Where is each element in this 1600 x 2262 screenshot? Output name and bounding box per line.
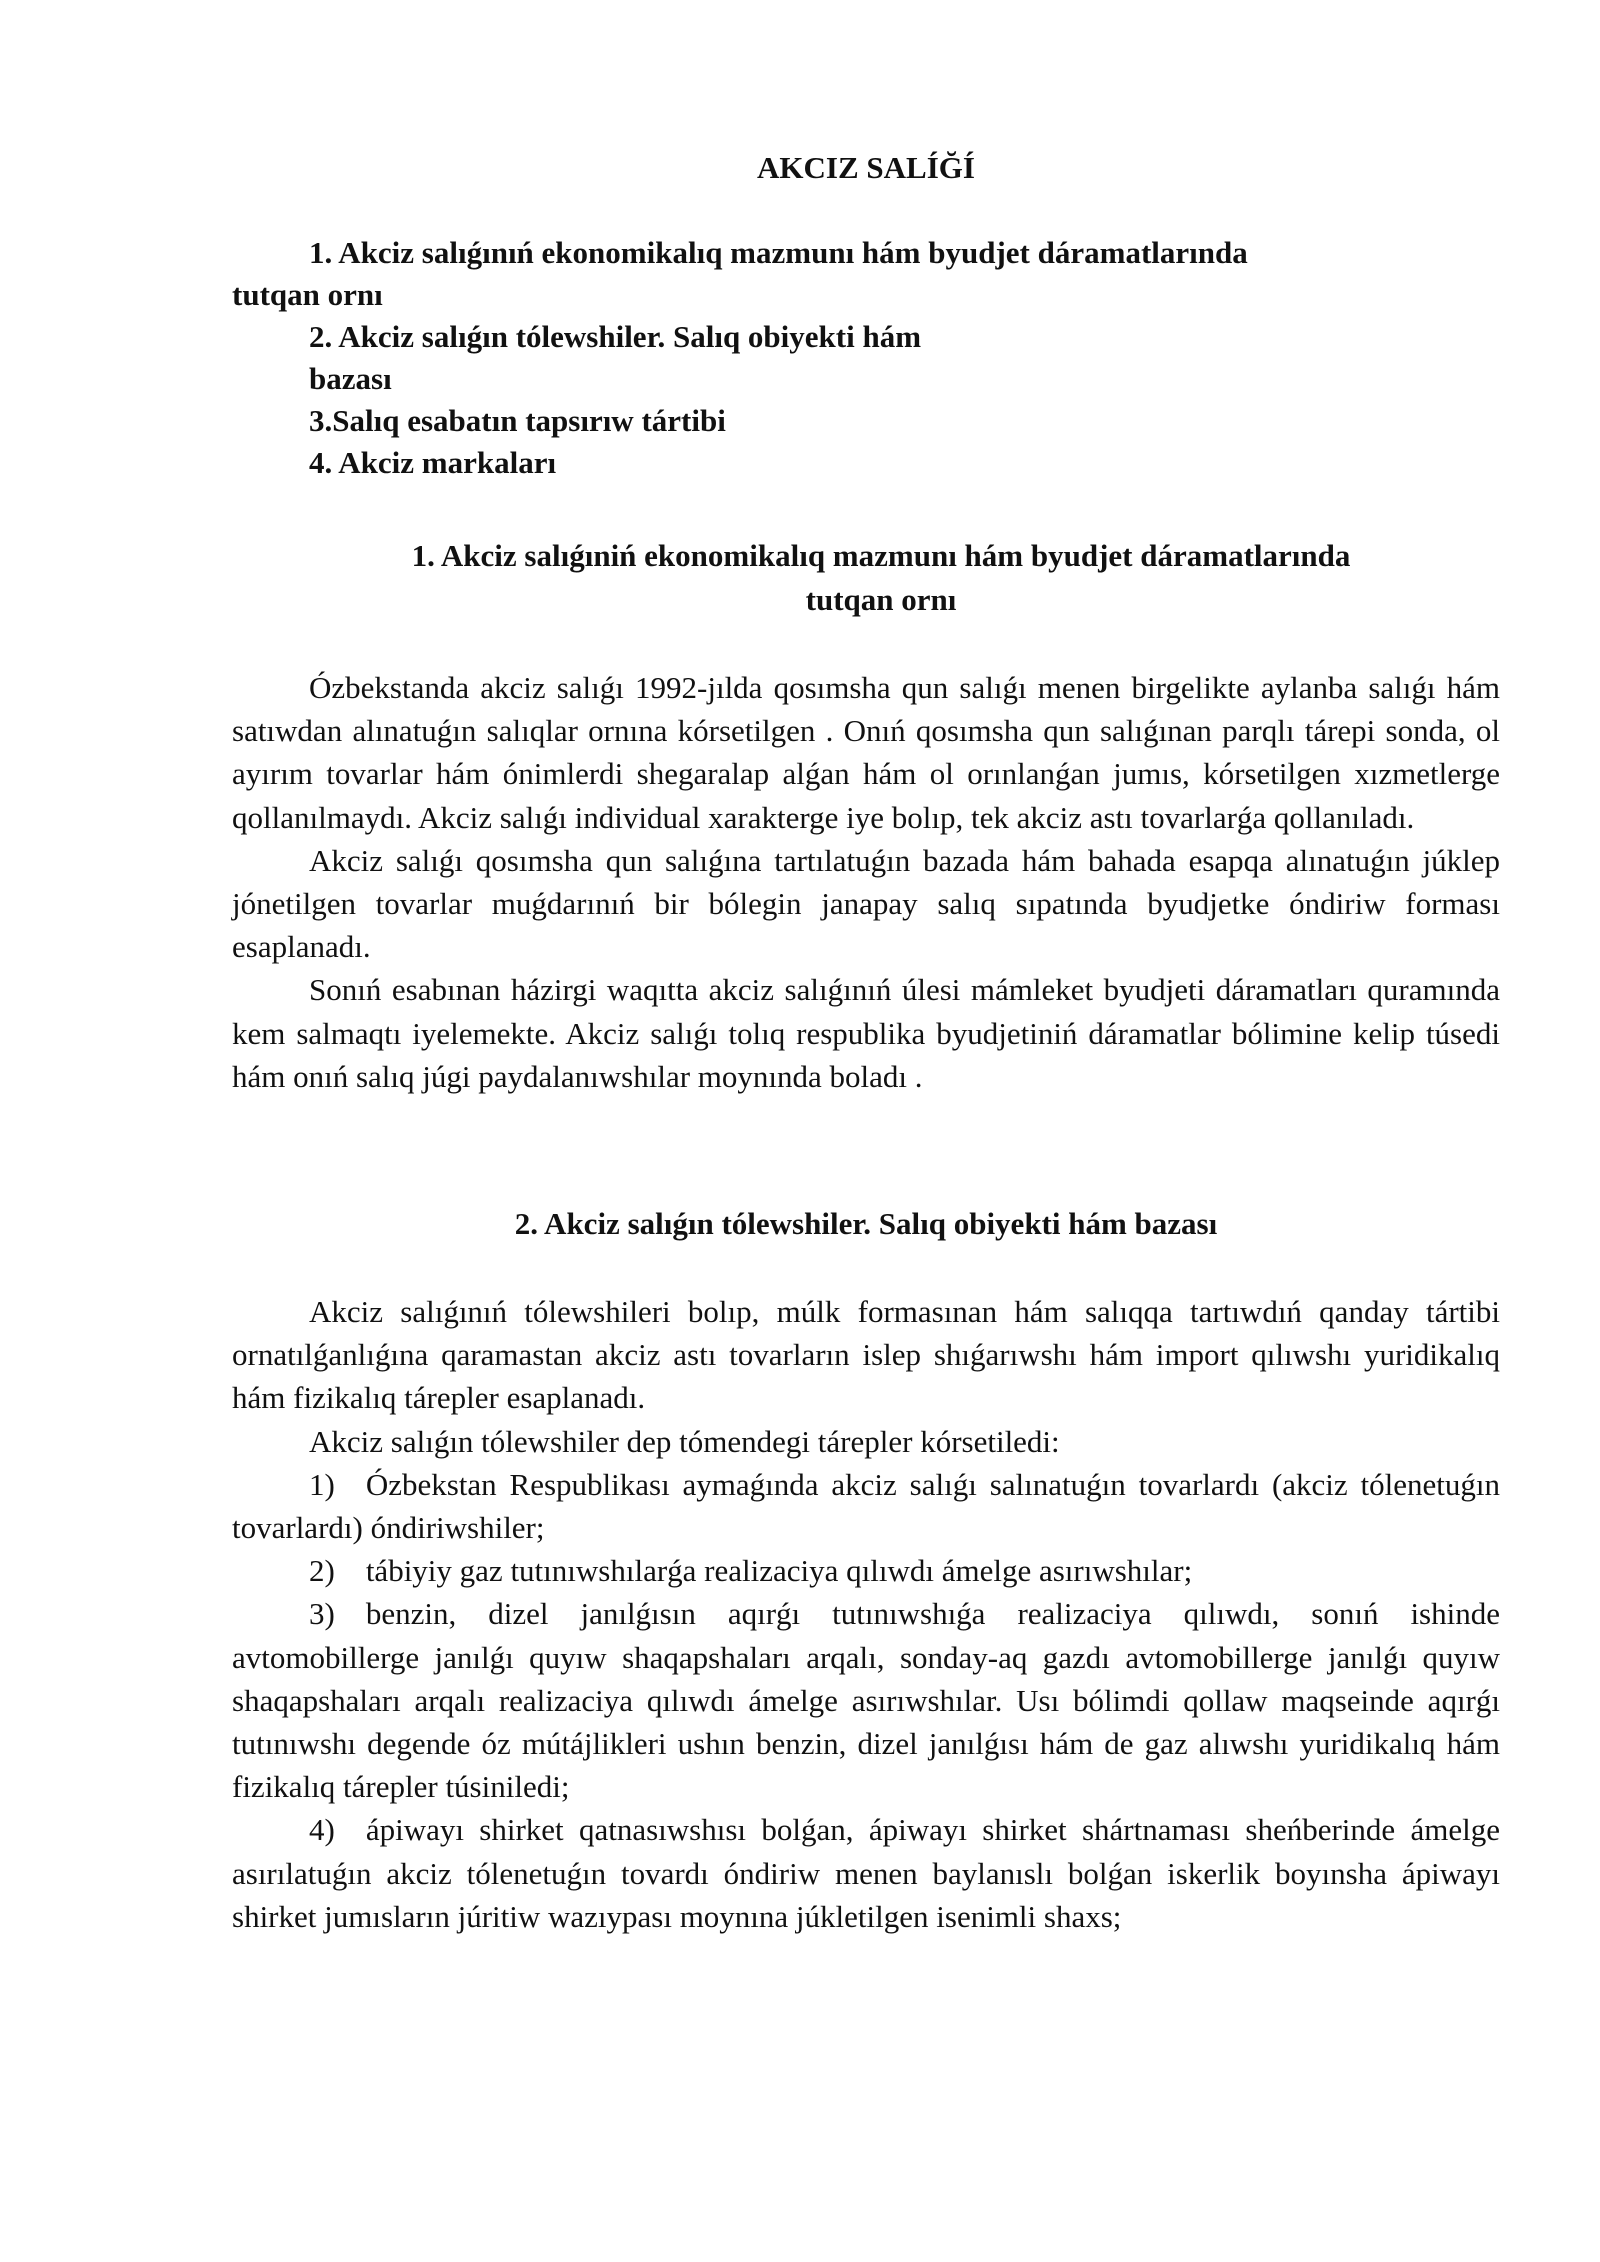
list-item: 1) Ózbekstan Respublikası aymaǵında akciz salıǵı salınatuǵın tovarlardı (akciz tólenetuǵın tovarlardı) óndiriwshiler; bbox=[232, 1466, 1500, 1546]
section-1-paragraph-1: Ózbekstanda akciz salıǵı 1992-jılda qosımsha qun salıǵı menen birgelikte aylanba salıǵı hám satıwdan alınatuǵın salıqlar ornına kórsetilgen . Onıń qosımsha qun salıǵınan parqlı tárepi sonda, ol ayırım tovarlar hám ónimlerdi shegaralap alǵan hám ol orınlanǵan jumıs, kórsetilgen xızmetlerge qollanılmaydı. Akciz salıǵı individual xarakterge iye bolıp, tek akciz astı tovarlarǵa qollanıladı. bbox=[232, 670, 1500, 835]
section-1-heading-line-2: tutqan ornı bbox=[805, 582, 957, 617]
toc-item-1-continuation: tutqan ornı bbox=[232, 277, 383, 312]
section-2-body bbox=[232, 1290, 1500, 1938]
list-item: 4) ápiwayı shirket qatnasıwshısı bolǵan, ápiwayı shirket shártnaması sheńberinde ámelge asırılatuǵın akciz tólenetuǵın tovardı óndiriw menen baylanıslı bolǵan iskerlik boyınsha ápiwayı shirket jumısların júritiw wazıypası moynına júkletilgen isenimli shaxs; bbox=[232, 1812, 1500, 1934]
toc-item-4: 4. Akciz markaları bbox=[309, 445, 557, 480]
section-1-heading-line-1: 1. Akciz salıǵıniń ekonomikalıq mazmunı hám byudjet dáramatlarında bbox=[411, 538, 1351, 573]
section-2-paragraph-2: Akciz salıǵın tólewshiler dep tómendegi tárepler kórsetiledi: bbox=[309, 1423, 1060, 1459]
section-1-paragraph-3: Sonıń esabınan házirgi waqıtta akciz salıǵınıń úlesi mámleket byudjeti dáramatları quramında kem salmaqtı iyelemekte. Akciz salıǵı tolıq respublika byudjetiniń dáramatlar bólimine kelip túsedi hám onıń salıq júgi paydalanıwshılar moynında boladı . bbox=[232, 972, 1500, 1094]
section-2-paragraph-1: Akciz salıǵınıń tólewshileri bolıp, múlk formasınan hám salıqqa tartıwdıń qanday tártibi ornatılǵanlıǵına qaramastan akciz astı tovarların islep shıǵarıwshı hám import qılıwshı yuridikalıq hám fizikalıq tárepler esaplanadı. bbox=[232, 1294, 1500, 1416]
toc-item-1: 1. Akciz salıǵınıń ekonomikalıq mazmunı hám byudjet dáramatlarında bbox=[309, 235, 1248, 270]
list-item: 2) tábiyiy gaz tutınıwshılarǵa realizaciya qılıwdı ámelge asırıwshılar; bbox=[309, 1553, 1193, 1589]
list-item: 3) benzin, dizel janılǵısın aqırǵı tutınıwshıǵa realizaciya qılıwdı, sonıń ishinde avtomobillerge janılǵı quyıw shaqapshaları arqalı, sonday-aq gazdı avtomobillerge janılǵı quyıw shaqapshaları arqalı realizaciya qılıwdı ámelge asırıwshılar. Usı bólimdi qollaw maqseinde aqırǵı tutınıwshı degende óz mútájlikleri ushın benzin, dizel janılǵısı hám de gaz alıwshı yuridikalıq hám fizikalıq tárepler túsiniledi; bbox=[232, 1596, 1500, 1805]
toc-item-2: 2. Akciz salıǵın tólewshiler. Salıq obiyekti hám bbox=[309, 319, 922, 354]
table-of-contents bbox=[232, 232, 1500, 484]
section-1-paragraph-2: Akciz salıǵı qosımsha qun salıǵına tartılatuǵın bazada hám bahada esapqa alınatuǵın júklep jónetilgen tovarlar muǵdarınıń bir bólegin janapay salıq sıpatında byudjetke óndiriw forması esaplanadı. bbox=[232, 842, 1500, 965]
section-2-heading: 2. Akciz salıǵın tólewshiler. Salıq obiyekti hám bazası bbox=[514, 1206, 1218, 1242]
toc-item-3: 3.Salıq esabatın tapsırıw tártibi bbox=[309, 403, 726, 438]
section-1-heading bbox=[232, 534, 1500, 622]
document-title: AKCIZ SALÍĞÍ bbox=[757, 150, 975, 185]
toc-item-2-continuation: bazası bbox=[309, 361, 392, 396]
section-1-body bbox=[232, 666, 1500, 1098]
